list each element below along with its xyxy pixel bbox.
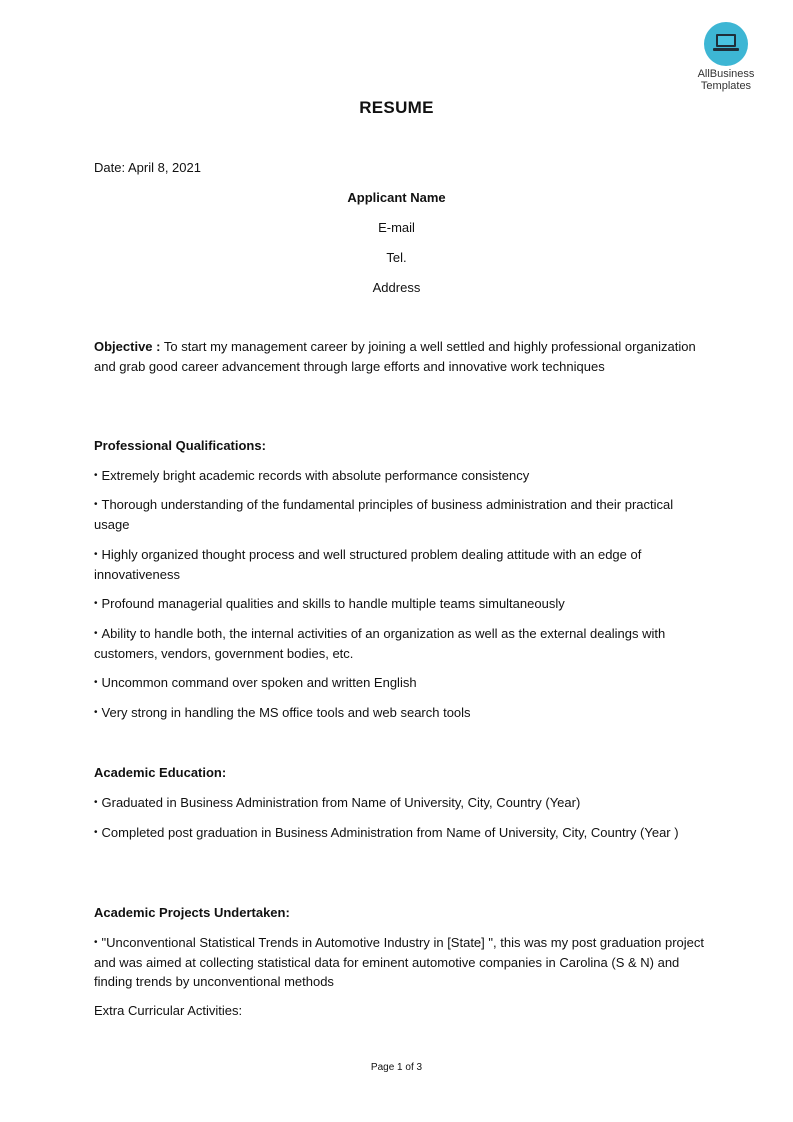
list-item [94, 495, 704, 534]
logo-line-2: Templates [700, 80, 752, 92]
allbusiness-logo [690, 22, 762, 94]
bullet-icon: • [94, 499, 98, 510]
list-item [94, 933, 704, 992]
list-item-text: Ability to handle both, the internal activities of an organization as well as the external dealings with customers, vendors, government bodies, etc. [94, 626, 666, 661]
applicant-address: Address [372, 280, 421, 295]
laptop-icon [704, 22, 748, 66]
bullet-icon: • [94, 470, 98, 481]
objective-text: To start my management career by joining a well settled and highly professional organization and grab good career advancement through large efforts and innovative work techniques [94, 339, 696, 374]
logo-line-1: AllBusiness [697, 68, 755, 80]
bullet-icon: • [94, 797, 98, 808]
list-item [94, 823, 704, 843]
bullet-icon: • [94, 827, 98, 838]
projects-heading: Academic Projects Undertaken: [94, 905, 290, 920]
list-item-text: Extremely bright academic records with absolute performance consistency [101, 468, 530, 483]
list-item-text: Thorough understanding of the fundamental principles of business administration and their practical usage [94, 497, 674, 532]
objective-label: Objective : [94, 339, 161, 354]
objective-paragraph [94, 337, 704, 376]
list-item [94, 545, 704, 584]
qualifications-heading: Professional Qualifications: [94, 438, 266, 453]
page-title: RESUME [359, 98, 434, 117]
list-item-text: Uncommon command over spoken and written English [101, 675, 417, 690]
logo-text [690, 68, 762, 92]
education-heading: Academic Education: [94, 765, 227, 780]
bullet-icon: • [94, 549, 98, 560]
list-item [94, 673, 704, 693]
page-number: Page 1 of 3 [370, 1062, 423, 1073]
bullet-icon: • [94, 598, 98, 609]
bullet-icon: • [94, 677, 98, 688]
list-item-text: Graduated in Business Administration from Name of University, City, Country (Year) [101, 795, 581, 810]
applicant-name: Applicant Name [347, 190, 446, 205]
list-item-text: Highly organized thought process and well structured problem dealing attitude with an edge of innovativeness [94, 547, 642, 582]
list-item [94, 703, 704, 723]
list-item-text: Very strong in handling the MS office tools and web search tools [101, 705, 471, 720]
bullet-icon: • [94, 628, 98, 639]
list-item [94, 466, 704, 486]
extra-curricular-heading: Extra Curricular Activities: [94, 1003, 243, 1018]
bullet-icon: • [94, 937, 98, 948]
date-line: Date: April 8, 2021 [94, 160, 201, 175]
list-item-text: Completed post graduation in Business Administration from Name of University, City, Country (Year ) [101, 825, 679, 840]
list-item-text: Profound managerial qualities and skills to handle multiple teams simultaneously [101, 596, 565, 611]
list-item [94, 594, 704, 614]
applicant-email: E-mail [378, 220, 415, 235]
bullet-icon: • [94, 707, 98, 718]
list-item-text: "Unconventional Statistical Trends in Automotive Industry in [State] ", this was my post graduation project and was aimed at collecting statistical data for eminent automotive companies in Carolina (S & N) and finding trends by unconventional methods [94, 935, 704, 989]
list-item [94, 793, 704, 813]
applicant-tel: Tel. [386, 250, 407, 265]
list-item [94, 624, 704, 663]
